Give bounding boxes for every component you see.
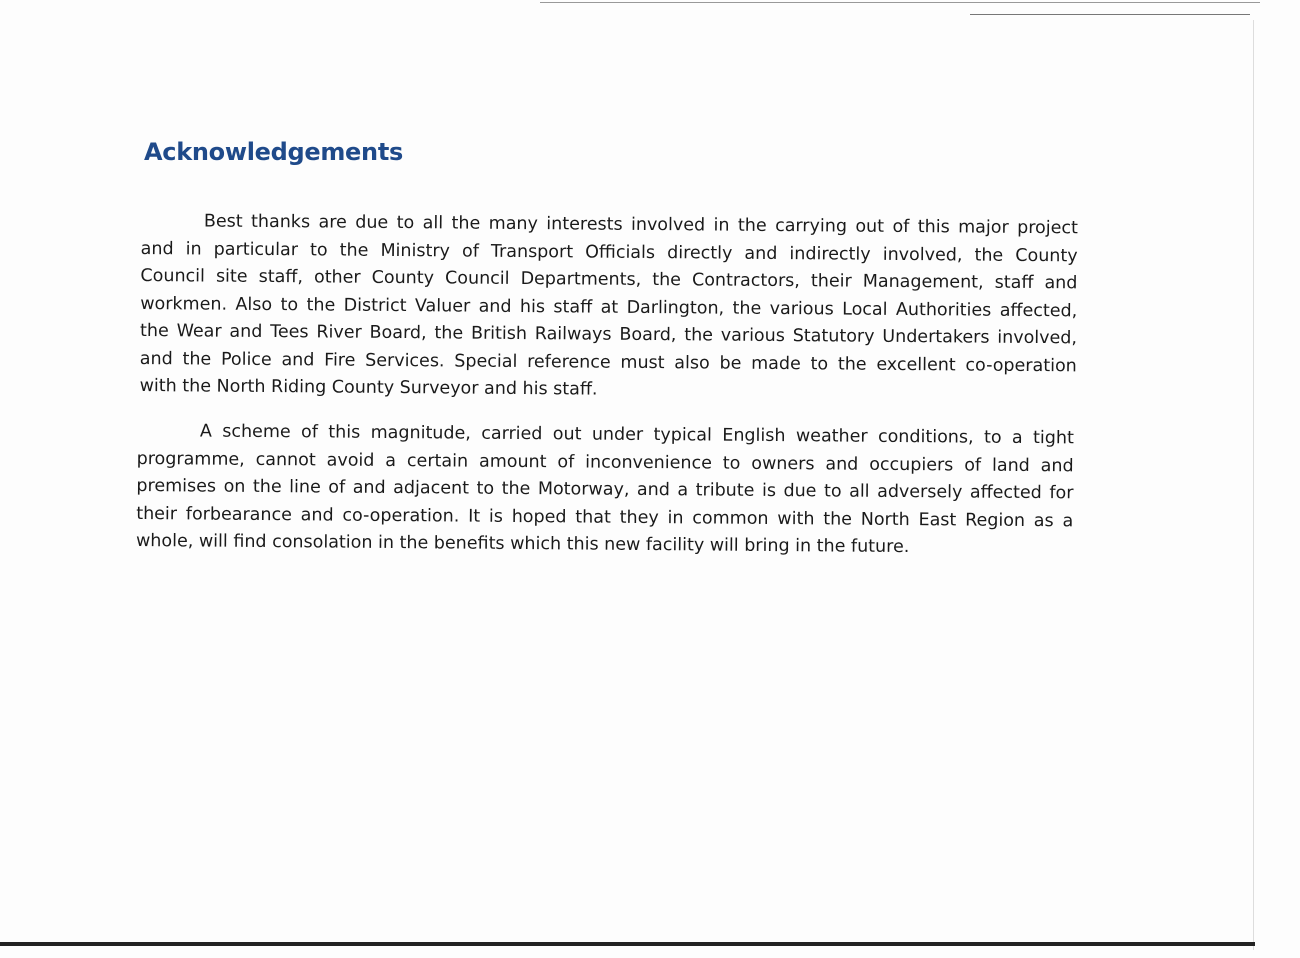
text-line: their forbearance and co-operation. It is hoped that they in common with the North East Region as a bbox=[136, 503, 1074, 531]
paragraph-1 bbox=[139, 208, 1077, 408]
paragraph-2 bbox=[136, 418, 1074, 563]
text-line: A scheme of this magnitude, carried out under typical English weather conditions, to a tight bbox=[199, 421, 1074, 449]
scan-edge-right bbox=[1253, 20, 1254, 950]
scan-edge-top-right bbox=[970, 14, 1250, 15]
text-line: programme, cannot avoid a certain amount of inconvenience to owners and occupiers of land and bbox=[136, 448, 1074, 476]
text-line: workmen. Also to the District Valuer and his staff at Darlington, the various Local Authorities affected, bbox=[140, 293, 1078, 321]
text-line: and in particular to the Ministry of Transport Officials directly and indirectly involved, the County bbox=[140, 238, 1078, 266]
text-line: the Wear and Tees River Board, the British Railways Board, the various Statutory Undertakers involved, bbox=[139, 320, 1078, 349]
text-line: whole, will find consolation in the benefits which this new facility will bring in the future. bbox=[135, 530, 910, 558]
text-line: with the North Riding County Surveyor and his staff. bbox=[139, 375, 598, 400]
scan-edge-top bbox=[540, 2, 1260, 3]
text-line: premises on the line of and adjacent to the Motorway, and a tribute is due to all adversely affected for bbox=[136, 475, 1074, 504]
scan-edge-bottom bbox=[0, 942, 1255, 946]
page-title: Acknowledgements bbox=[144, 138, 403, 166]
text-line: Council site staff, other County Council Departments, the Contractors, their Management, staff and bbox=[140, 265, 1078, 294]
text-line: and the Police and Fire Services. Special reference must also be made to the excellent co-operation bbox=[139, 348, 1077, 376]
text-line: Best thanks are due to all the many interests involved in the carrying out of this major project bbox=[203, 211, 1078, 239]
